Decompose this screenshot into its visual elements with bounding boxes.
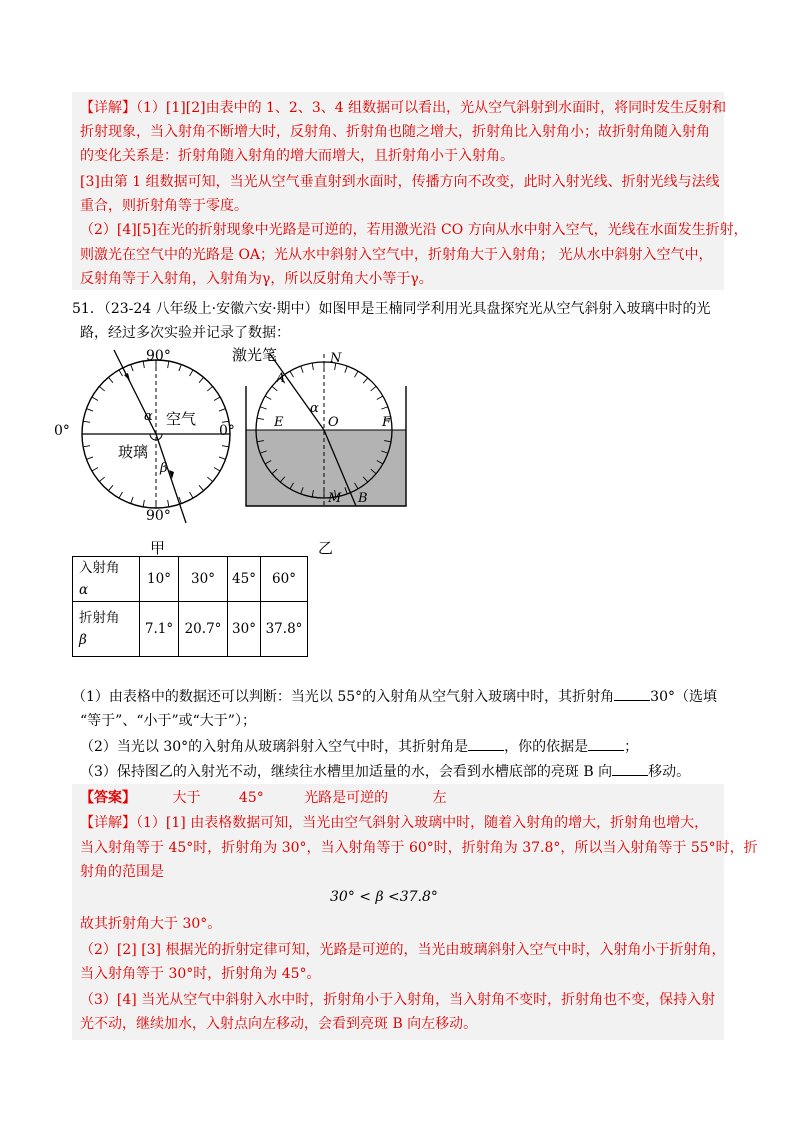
tick-mark (99, 386, 104, 390)
answer-blank[interactable] (614, 686, 650, 701)
answer-blank[interactable] (612, 761, 648, 776)
tick-mark (86, 457, 93, 459)
tick-mark (179, 364, 181, 371)
table-cell: 60° (261, 557, 308, 602)
tick-mark (190, 492, 194, 498)
tick-mark (260, 407, 267, 409)
detail-line-6: 当入射角等于 30°时，折射角为 45°。 (80, 966, 321, 982)
tick-mark (108, 377, 112, 382)
prev-detail-line-2: 折射现象，当入射角不断增大时，反射角、折射角也随之增大，折射角比入射角小；故折射角随入射角 (80, 124, 710, 140)
yi-point-a: A (276, 371, 286, 386)
table-cell: 10° (140, 557, 179, 602)
tick-mark (290, 371, 294, 377)
tick-mark (257, 418, 264, 419)
detail-line-2: 当入射角等于 45°时，折射角为 30°，当入射角等于 60°时，折射角为 37.8°，所以当入射角等于 55°时，折 (80, 840, 758, 856)
tick-mark (92, 397, 98, 401)
table-cell: 45° (228, 557, 261, 602)
tick-mark (131, 497, 133, 504)
data-table (72, 556, 308, 657)
tick-mark (143, 361, 144, 368)
tick-mark (168, 500, 169, 507)
table-cell: 20.7° (179, 602, 228, 657)
prev-detail-line-5: 重合，则折射角等于零度。 (80, 198, 248, 214)
jia-bottom-angle: 90° (146, 508, 171, 524)
yi-point-b: B (358, 491, 368, 506)
jia-alpha: α (144, 409, 153, 424)
yi-point-n: N (330, 351, 342, 366)
tick-mark (371, 386, 376, 390)
jia-top-angle: 90° (146, 348, 171, 364)
figure-jia-optical-disk (68, 348, 228, 528)
jia-right-angle-label: 0° (219, 423, 235, 439)
prev-detail-line-7: 则激光在空气中的光路是 OA；光从水中斜射入空气中，折射角大于入射角； 光从水中斜射入空气中， (80, 247, 713, 263)
tick-mark (119, 370, 123, 376)
tick-mark (207, 477, 212, 481)
detail-line-1: 【详解】（1）[1] 由表格数据可知，当光由空气斜射入玻璃中时，随着入射角的增大，折射角也增大， (80, 815, 709, 831)
yi-point-m: M (328, 491, 342, 506)
yi-point-o: O (328, 415, 339, 430)
tick-mark (199, 377, 203, 382)
figure-yi-caption: 乙 (318, 539, 334, 557)
answer-blank[interactable] (468, 736, 504, 751)
tick-mark (190, 370, 194, 376)
tick-mark (222, 446, 229, 447)
figure-yi-water-tank (232, 340, 420, 520)
tick-mark (272, 386, 277, 390)
jia-left-angle: 0° (54, 423, 70, 439)
tick-mark (363, 378, 367, 383)
tick-mark (214, 397, 220, 401)
sub-question-2: （2）当光以 30°的入射角从玻璃斜射入空气中时，其折射角是 ，你的依据是 ； (80, 736, 638, 757)
tick-mark (219, 409, 226, 411)
tick-mark (265, 396, 271, 400)
detail-line-4: 故其折射角大于 30°。 (80, 916, 222, 932)
tick-mark (119, 492, 123, 498)
yi-laser-label: 激光笔 (232, 346, 278, 364)
sub-question-1: （1）由表格中的数据还可以判断：当光以 55°的入射角从空气射入玻璃中时，其折射角 30°（选填 (72, 686, 717, 707)
tick-mark (83, 446, 90, 447)
tick-mark (377, 396, 383, 400)
tick-mark (99, 477, 104, 481)
tick-mark (312, 363, 313, 370)
tick-mark (131, 364, 133, 371)
tick-mark (355, 371, 359, 377)
yi-alpha: α (310, 401, 319, 416)
detail-line-7: （3）[4] 当光从空气中斜射入水中时，折射角小于入射角，当入射角不变时，折射角也不变，保持入射 (80, 992, 716, 1008)
question-stem-line-1: 51．（23-24 八年级上·安徽六安·期中）如图甲是王楠同学利用光具盘探究光从空气斜射入玻璃中时的光 (72, 301, 711, 317)
table-cell: 37.8° (261, 602, 308, 657)
tick-mark (199, 485, 203, 490)
sub-question-1-options: “等于”、“小于”或“大于”）； (80, 713, 256, 729)
detail-formula: 30° < β <37.8° (330, 889, 438, 905)
jia-beta: β (160, 461, 168, 476)
tick-mark (214, 468, 220, 472)
tick-mark (83, 421, 90, 422)
detail-line-3: 射角的范围是 (80, 864, 164, 880)
yi-point-f: F (382, 415, 392, 430)
detail-line-8: 光不动，继续加水，入射点向左移动，会看到亮斑 B 向左移动。 (80, 1016, 478, 1032)
tick-mark (143, 500, 144, 507)
table-row-header: 折射角 β (73, 602, 140, 657)
table-row (73, 557, 308, 602)
prev-detail-line-3: 的变化关系是：折射角随入射角的增大而增大，且折射角小于入射角。 (80, 148, 514, 164)
table-row-header: 入射角 α (73, 557, 140, 602)
table-cell: 30° (228, 602, 261, 657)
tick-mark (219, 457, 226, 459)
prev-detail-line-4: [3]由第 1 组数据可知，当光从空气垂直射到水面时，传播方向不改变，此时入射光线、折射光线与法线 (80, 174, 720, 190)
table-row (73, 602, 308, 657)
tick-mark (381, 407, 388, 409)
question-stem-line-2: 路，经过多次实验并记录了数据： (80, 325, 290, 341)
answer-blank[interactable] (588, 736, 624, 751)
tick-mark (86, 409, 93, 411)
jia-air-label: 空气 (166, 410, 197, 428)
figure-jia-caption: 甲 (150, 539, 166, 557)
prev-detail-line-6: （2）[4][5]在光的折射现象中光路是可逆的，若用激光沿 CO 方向从水中射入空气，光线在水面发生折射， (80, 222, 748, 238)
table-cell: 7.1° (140, 602, 179, 657)
prev-detail-line-8: 反射角等于入射角，入射角为γ，所以反射角大小等于γ。 (80, 271, 433, 287)
tick-mark (92, 468, 98, 472)
tick-mark (345, 366, 347, 373)
yi-point-e: E (274, 415, 284, 430)
table-cell: 30° (179, 557, 228, 602)
tick-mark (207, 386, 212, 390)
detail-line-5: （2）[2] [3] 根据光的折射定律可知，光路是可逆的，当光由玻璃斜射入空气中时，入射角小于折射角， (80, 942, 726, 958)
prev-detail-line-1: 【详解】（1）[1][2]由表中的 1、2、3、4 组数据可以看出，光从空气斜射到水面时，将同时发生反射和 (80, 100, 727, 116)
tick-mark (301, 366, 303, 373)
sub-question-3: （3）保持图乙的入射光不动，继续往水槽里加适量的水，会看到水槽底部的亮斑 B 向 移动。 (80, 761, 690, 782)
tick-mark (108, 485, 112, 490)
jia-glass-label: 玻璃 (118, 443, 149, 461)
answer-line: 【答案】 大于 45° 光路是可逆的 左 (80, 790, 447, 806)
